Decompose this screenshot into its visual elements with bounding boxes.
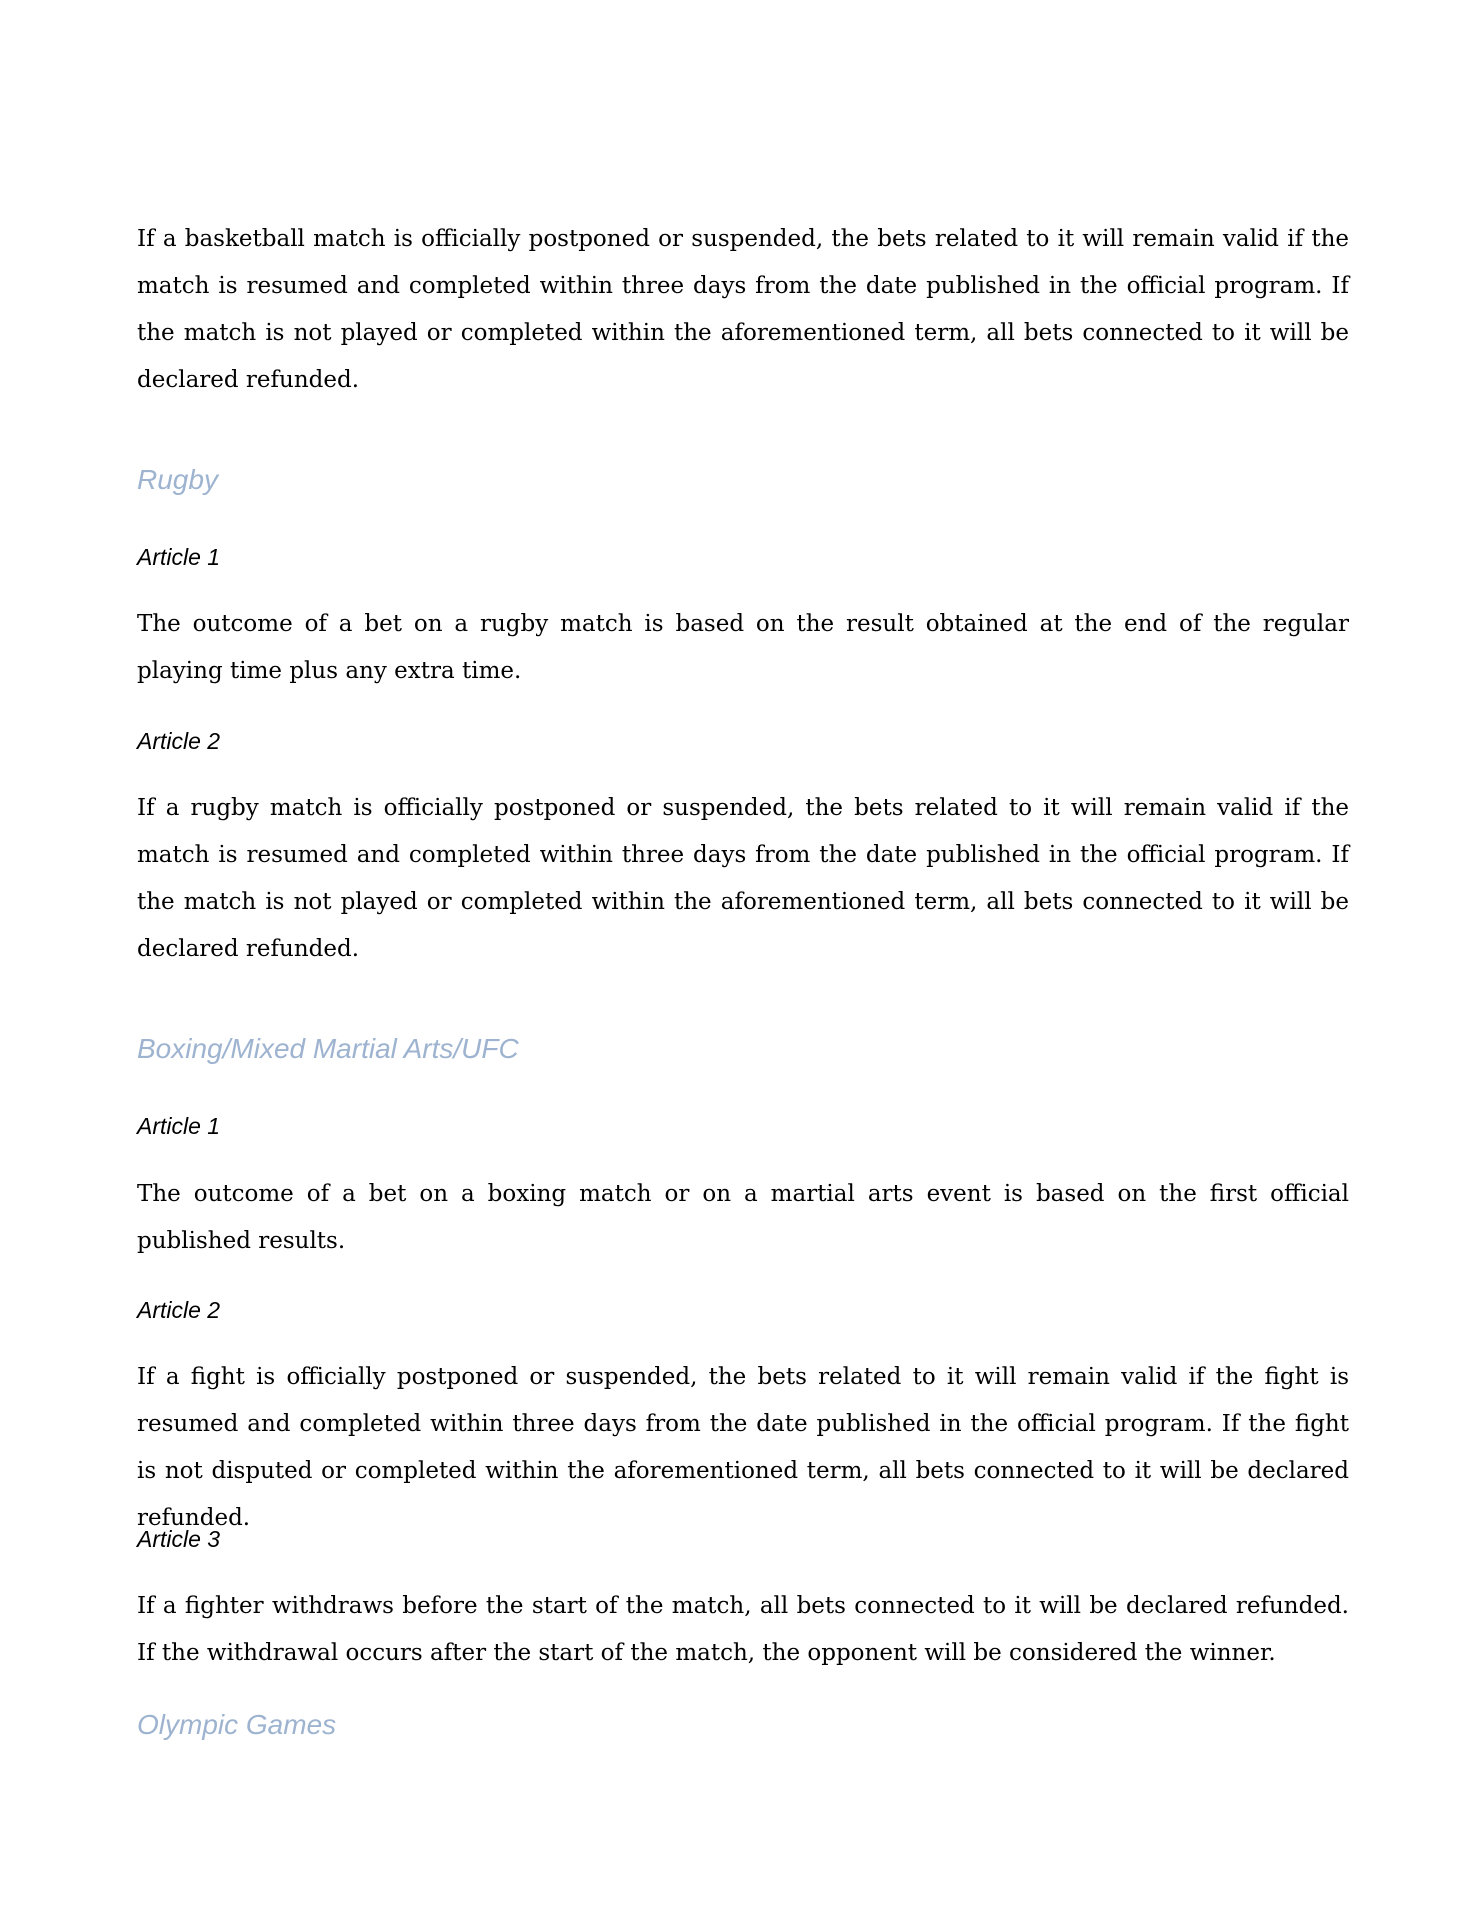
boxing-article-2-heading: Article 2 xyxy=(137,1297,221,1323)
section-heading-rugby: Rugby xyxy=(137,464,218,495)
boxing-article-3-heading: Article 3 xyxy=(137,1526,221,1552)
boxing-article-1-text: The outcome of a bet on a boxing match or on a martial arts event is based on the first official published results. xyxy=(137,1181,1349,1254)
boxing-article-2-text: If a fight is officially postponed or suspended, the bets related to it will remain valid if the fight is resumed and completed within three days from the date published in the official program. If the fight is not disputed or completed within the aforementioned term, all bets connected to it will be declared refunded. xyxy=(137,1364,1349,1531)
basketball-postponement-paragraph: If a basketball match is officially postponed or suspended, the bets related to it will remain valid if the match is resumed and completed within three days from the date published in the official program. If the match is not played or completed within the aforementioned term, all bets connected to it will be declared refunded. xyxy=(137,226,1349,393)
rugby-article-1-heading: Article 1 xyxy=(137,544,221,570)
section-heading-boxing: Boxing/Mixed Martial Arts/UFC xyxy=(137,1033,519,1064)
rugby-article-2-text: If a rugby match is officially postponed or suspended, the bets related to it will remain valid if the match is resumed and completed within three days from the date published in the official program. If the match is not played or completed within the aforementioned term, all bets connected to it will be declared refunded. xyxy=(137,795,1349,962)
rugby-article-1-text: The outcome of a bet on a rugby match is based on the result obtained at the end of the regular playing time plus any extra time. xyxy=(137,611,1349,684)
section-heading-olympic-games: Olympic Games xyxy=(137,1709,337,1740)
boxing-article-3-text: If a fighter withdraws before the start of the match, all bets connected to it will be declared refunded. If the withdrawal occurs after the start of the match, the opponent will be considered the winner. xyxy=(137,1593,1349,1666)
rugby-article-2-heading: Article 2 xyxy=(137,728,221,754)
boxing-article-1-heading: Article 1 xyxy=(137,1113,221,1139)
